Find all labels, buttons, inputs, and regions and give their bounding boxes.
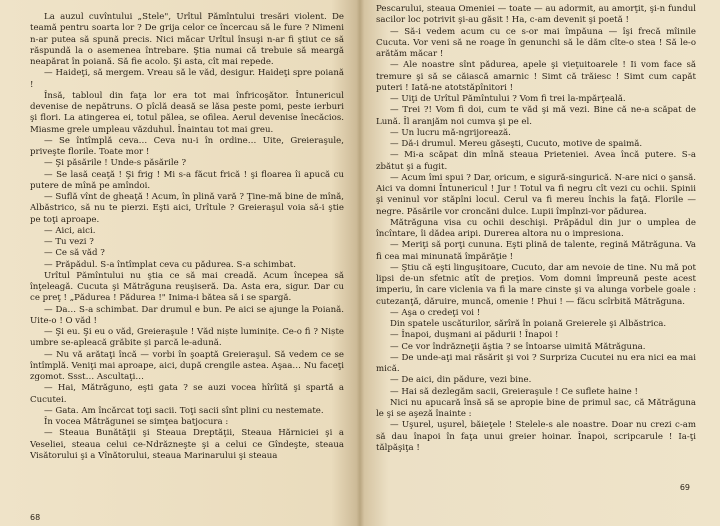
paragraph: — Mi-a scăpat din mînă steaua Prieteniei. Avea încă putere. S-a zbătut şi a fugit. [376,150,696,172]
paragraph: — Da… S-a schimbat. Dar drumul e bun. Pe aici se ajunge la Poiană. Uite-o ! O văd ! [30,304,344,326]
paragraph: — Ale noastre sînt pădurea, apele şi vieţuitoarele ! Ii vom face să tremure şi să se căiască amarnic ! Simt că trăiesc ! Simt cum capăt puteri ! Iată-ne atotstăpînitori ! [376,60,696,93]
paragraph: Din spatele uscăturilor, sărîră în poiană Greierele şi Albăstrica. [390,319,667,329]
paragraph: — Şi eu. Şi eu o văd, Greieraşule ! Văd niște luminițe. Ce-o fi ? Niște umbre se-apleacă grăbite și parcă le-adună. [30,327,344,349]
paragraph: — Trei ?! Vom fi doi, cum te văd şi mă vezi. Bine că ne-a scăpat de Lună. Îl aranjăm noi cumva şi pe el. [376,105,696,127]
paragraph: — De aici, din pădure, vezi bine. [390,375,532,386]
paragraph: — Înapoi, duşmani ai pădurii ! Înapoi ! [390,330,559,341]
paragraph: — Suflă vînt de gheaţă ! Acum, în plină vară ? Ţine-mă bine de mînă, Albăstrico, să nu te pierzi. Eşti aici, Urîtule ? Greieraşul voia să-i ştie pe toţi aproape. [30,192,344,225]
paragraph: — Un lucru mă-ngrijorează. [390,127,511,138]
paragraph: — Ce să văd ? [44,248,105,259]
paragraph: — Se întîmplă ceva… Ceva nu-i în ordine… Uite, Greieraşule, priveşte florile. Toate mor ! [30,135,344,157]
paragraph: — Şi păsările ! Unde-s păsările ? [44,158,187,169]
paragraph: În vocea Mătrăgunei se simţea batjocura : [44,417,229,427]
paragraph: — Tu vezi ? [44,237,94,247]
paragraph: — Uiţi de Urîtul Pămîntului ? Vom fi trei la-mpărţeală. [390,94,626,104]
paragraph: La auzul cuvîntului „Stele", Urîtul Pămîntului tresări violent. De teamă pentru soarta lor ? De grija celor ce încercau să le fure ? Nimeni n-ar putea să spună precis. Nici măcar Urîtul însuşi n-ar fi ştiut ce să răspundă la o asemenea întrebare. Ştia numai că trebuie să meargă neapărat în poiană. Să fie acolo. Şi asta, cît mai repede. [30,12,344,67]
paragraph: — Meriţi să porţi cununa. Eşti plină de talente, regină Mătrăguna. Va fi cea mai minunată împărăţie ! [376,240,696,262]
paragraph: — Dă-i drumul. Mereu găseşti, Cucuto, motive de spaimă. [390,139,643,149]
paragraph: — Prăpădul. S-a întîmplat ceva cu pădurea. S-a schimbat. [44,259,296,270]
paragraph: Însă, tabloul din faţa lor era tot mai înfricoşător. Întunericul devenise de nepătruns. O pîclă deasă se lăsa peste pomi, peste ierburi şi flori. La atingerea ei, totul pălea, se ofilea. Aerul devenise înecăcios. Miasme grele umpleau văzduhul. Înaintau tot mai greu. [30,90,344,135]
paragraph: — Acum îmi spui ? Dar, oricum, e sigură-singurică. N-are nici o şansă. Aici va domni Întunericul ! Jur ! Totul va fi negru cît vezi cu ochii. Spinii şi veninul vor stăpîni locul. Cerul va fi mereu închis la faţă. Florile — negre. Păsările vor croncăni dulce. Lupii împînzi-vor pădurea. [376,172,696,217]
paragraph: — Hai, Mătrăguno, eşti gata ? se auzi vocea hîrîită şi spartă a Cucutei. [30,383,344,405]
paragraph: — De unde-aţi mai răsărit şi voi ? Surpriza Cucutei nu era nici ea mai mică. [376,352,696,374]
page-number-right: 69 [679,483,690,492]
paragraph: — Se lasă ceaţă ! Şi frig ! Mi s-a făcut frică ! şi floarea îi apucă cu putere de mînă pe amîndoi. [30,169,344,191]
paragraph: — Gata. Am încărcat toţi sacii. Toţi sacii sînt plini cu nestemate. [44,405,324,416]
paragraph: — Hai să dezlegăm sacii, Greieraşule ! Ce suflete haine ! [390,386,638,397]
paragraph: Nici nu apucară însă să se apropie bine de primul sac, că Mătrăguna le şi se aşeză înainte : [376,397,696,419]
paragraph: — Nu vă arătaţi încă — vorbi în şoaptă Greieraşul. Să vedem ce se întîmplă. Veniţi mai aproape, aici, după crengile astea. Aşaa… Nu faceţi zgomot. Ssst… Ascultaţi… [30,349,344,382]
paragraph: — Haideţi, să mergem. Vreau să le văd, desigur. Haideţi spre poiană ! [30,68,344,90]
paragraph: — Ştiu că eşti linguşitoare, Cucuto, dar am nevoie de tine. Nu mă pot lipsi de-un sfetnic atît de preţios. Vom domni împreună peste acest imperiu, în care viclenia va fi la mare cinste şi va alunga vorbele goale : cutezanţă, dăruire, muncă, omenie ! Phui ! — făcu scîrbită Mătrăguna. [376,262,696,307]
paragraph: — Aici, aici. [44,225,96,236]
right-page [360,0,720,526]
paragraph: — Aşa o credeţi voi ! [390,307,481,318]
left-page-text [30,12,344,504]
page-number-left: 68 [30,513,41,522]
paragraph: Pescarului, steaua Omeniei — toate — au adormit, au amorţit, şi-n fundul sacilor loc potrivit şi-au găsit ! Ha, c-am devenit şi poetă ! [376,4,696,26]
paragraph: — Uşurel, uşurel, băieţele ! Stelele-s ale noastre. Doar nu crezi c-am să dau înapoi în faţa unui greier hoinar. Înapoi, scripcarule ! Ia-ţi tălpăşiţa ! [376,420,696,453]
paragraph: — Să-i vedem acum cu ce s-or mai împăuna — îşi frecă mîinile Cucuta. Vor veni să ne roage în genunchi să le dăm cîte-o stea ! Să le-o arătăm măcar ! [376,26,696,59]
paragraph: Urîtul Pămîntului nu ştia ce să mai creadă. Acum începea să înţeleagă. Cucuta şi Mătrăguna reuşiseră. Da. Asta era, sigur. Dar cu ce preţ ! „Pădurea ! Pădurea !" Inima-i bătea să i se spargă. [30,270,344,304]
paragraph: — Ce vor îndrăzneţii ăştia ? se întoarse uimită Mătrăguna. [390,341,646,352]
right-page-text [376,4,696,496]
paragraph: Mătrăguna visa cu ochii deschişi. Prăpădul din jur o umplea de încîntare, îi dădea aripi. Durerea altora nu o impresiona. [376,217,696,239]
paragraph: — Steaua Bunătăţii şi Steaua Dreptăţii, Steaua Hărniciei şi a Veseliei, steaua celui ce-Ndrăzneşte şi a celui ce Gîndeşte, steaua Visătorului şi a Vînătorului, steaua Marinarului şi steaua [30,428,344,461]
